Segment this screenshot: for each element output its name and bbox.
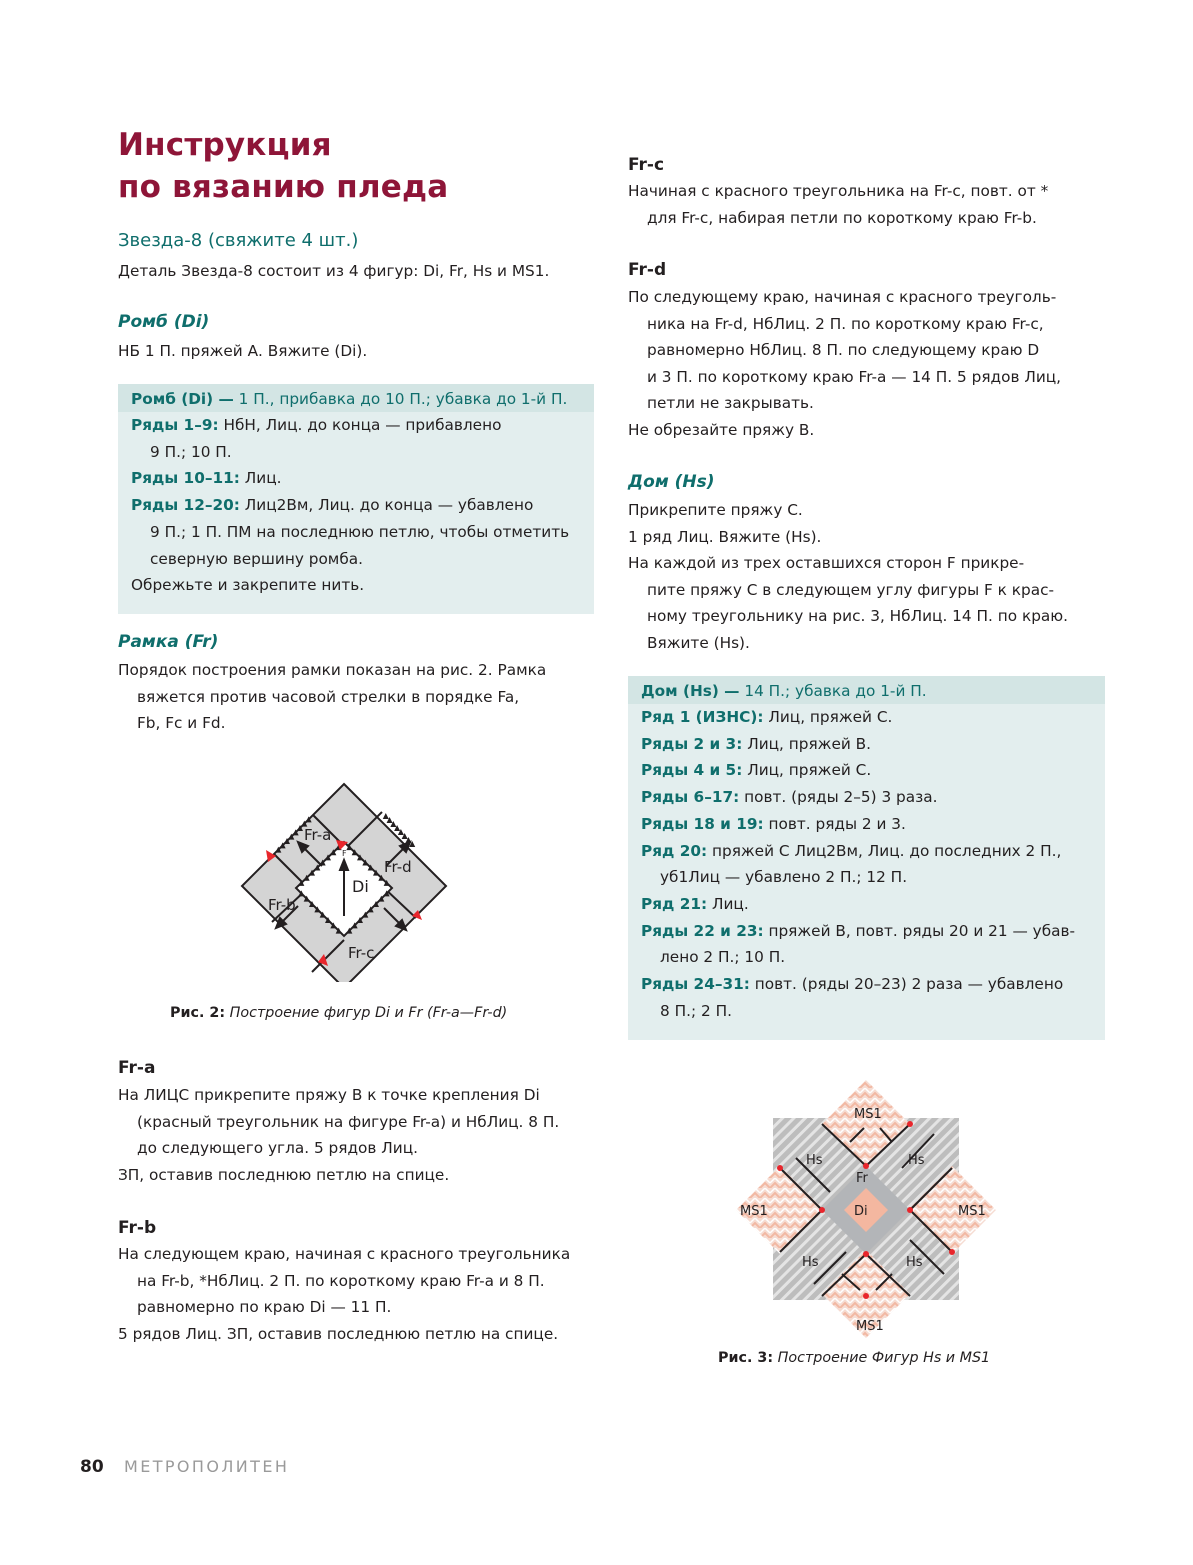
label-fra: Fr-a: [304, 826, 332, 844]
label-di: Di: [854, 1204, 868, 1219]
frame-line: Порядок построения рамки показан на рис. 2. Рамка: [118, 661, 547, 679]
frd-line: ника на Fr-d, НбЛиц. 2 П. по короткому краю Fr-c,: [647, 314, 1044, 333]
caption-text: Построение фигур Di и Fr (Fr-a—Fr-d): [225, 1005, 508, 1021]
fra-line: ЗП, оставив последнюю петлю на спице.: [118, 1165, 450, 1184]
label-hs: Hs: [802, 1255, 819, 1270]
label-ms1-right: MS1: [958, 1204, 986, 1219]
frd-text: [628, 284, 1061, 443]
pattern-row: [641, 704, 1105, 731]
frb-heading: Fr-b: [118, 1218, 157, 1238]
pattern-row: [131, 412, 594, 439]
caption-label: Рис. 3:: [718, 1350, 774, 1366]
row-label: Ряды 6–17:: [641, 788, 740, 807]
pattern-row: [641, 811, 1105, 838]
box-header-bold: Ромб (Di) —: [131, 390, 234, 408]
label-di: Di: [352, 877, 369, 896]
pattern-row: [641, 971, 1105, 998]
row-label: Ряды 22 и 23:: [641, 921, 764, 940]
house-heading: Дом (Hs): [628, 472, 715, 492]
frb-line: 5 рядов Лиц. ЗП, оставив последнюю петлю на спице.: [118, 1324, 559, 1343]
figure-2-diagram: [236, 782, 456, 982]
house-line: На каждой из трех оставшихся сторон F прикре-: [628, 554, 1025, 572]
row-continuation: 9 П.; 1 П. ПМ на последнюю петлю, чтобы отметить: [150, 522, 570, 541]
pattern-row: [131, 465, 594, 492]
frb-line: На следующем краю, начиная с красного треугольника: [118, 1245, 571, 1263]
label-ms1-top: MS1: [854, 1107, 882, 1122]
house-line: Прикрепите пряжу С.: [628, 501, 803, 519]
frame-line: Fb, Fc и Fd.: [137, 714, 226, 732]
frame-line: вяжется против часовой стрелки в порядке Fa,: [137, 687, 520, 706]
label-hs: Hs: [806, 1153, 823, 1168]
box-header-rest: 14 П.; убавка до 1-й П.: [739, 682, 927, 700]
figure-2-caption: [170, 1005, 507, 1021]
frc-heading: Fr-c: [628, 155, 665, 175]
house-line: пите пряжу С в следующем углу фигуры F к крас-: [647, 580, 1055, 599]
row-label: Ряды 10–11:: [131, 469, 240, 488]
label-frc: Fr-c: [348, 944, 375, 962]
frd-line: петли не закрывать.: [647, 394, 814, 412]
star8-text: Деталь Звезда-8 состоит из 4 фигур: Di, Fr, Hs и MS1.: [118, 262, 550, 280]
frame-text: [118, 657, 546, 737]
house-text: [628, 497, 1068, 656]
row-continuation: лено 2 П.; 10 П.: [660, 948, 786, 967]
row-continuation: северную вершину ромба.: [150, 549, 364, 568]
house-line: ному треугольнику на рис. 3, НбЛиц. 14 П. по краю.: [647, 607, 1069, 625]
label-frb: Fr-b: [268, 896, 296, 914]
fra-line: до следующего угла. 5 рядов Лиц.: [137, 1139, 418, 1157]
row-text: повт. (ряды 2–5) 3 раза.: [739, 788, 938, 807]
row-continuation: 8 П.; 2 П.: [660, 1001, 732, 1020]
box-header-bold: Дом (Hs) —: [641, 682, 740, 700]
page-title: [118, 124, 448, 208]
house-line: Вяжите (Hs).: [647, 633, 750, 652]
title-line-1: Инструкция: [118, 127, 332, 163]
pattern-row: [641, 918, 1105, 945]
stitch-marker: [383, 813, 389, 819]
frame-heading: Рамка (Fr): [118, 632, 219, 652]
row-text: Лиц, пряжей С.: [763, 708, 893, 726]
pattern-row: [641, 838, 1105, 865]
row-label: Ряд 1 (ИЗНС):: [641, 708, 764, 726]
house-box-rows: [628, 704, 1105, 1024]
row-text: повт. ряды 2 и 3.: [763, 814, 906, 833]
pattern-row: [641, 757, 1105, 784]
frc-line: Начиная с красного треугольника на Fr-c, повт. от *: [628, 182, 1049, 200]
diamond-text: НБ 1 П. пряжей А. Вяжите (Di).: [118, 342, 368, 360]
frb-text: [118, 1241, 570, 1347]
frd-line: Не обрезайте пряжу В.: [628, 420, 815, 439]
row-continuation: уб1Лиц — убавлено 2 П.; 12 П.: [660, 868, 908, 887]
label-frd: Fr-d: [384, 858, 412, 876]
row-label: Ряды 4 и 5:: [641, 761, 743, 780]
row-label: Ряды 2 и 3:: [641, 734, 743, 753]
frc-line: для Fr-c, набирая петли по короткому краю Fr-b.: [647, 208, 1037, 227]
box-footer-note: Обрежьте и закрепите нить.: [131, 576, 365, 595]
row-text: Лиц, пряжей В.: [742, 734, 872, 753]
diamond-box-header: [118, 384, 594, 412]
figure-3-diagram: [730, 1078, 1000, 1340]
page-number: 80: [80, 1457, 104, 1477]
frd-line: равномерно НбЛиц. 8 П. по следующему краю D: [647, 341, 1040, 359]
row-label: Ряды 1–9:: [131, 416, 219, 434]
row-text: пряжей В, повт. ряды 20 и 21 — убав-: [763, 921, 1076, 940]
pattern-row: [641, 784, 1105, 811]
row-text: НбН, Лиц. до конца — прибавлено: [218, 416, 502, 434]
row-label: Ряды 24–31:: [641, 975, 750, 994]
diamond-heading: Ромб (Di): [118, 312, 210, 332]
pattern-row: [641, 891, 1105, 918]
row-continuation: 9 П.; 10 П.: [150, 442, 232, 461]
frd-heading: Fr-d: [628, 260, 667, 280]
house-box-header: [628, 676, 1105, 704]
label-hs: Hs: [906, 1255, 923, 1270]
frc-text: [628, 178, 1048, 231]
fra-heading: Fr-a: [118, 1058, 156, 1078]
row-label: Ряды 18 и 19:: [641, 814, 764, 833]
title-line-2: по вязанию пледа: [118, 169, 449, 205]
row-text: Лиц2Вм, Лиц. до конца — убавлено: [239, 496, 534, 515]
frd-line: По следующему краю, начиная с красного треуголь-: [628, 288, 1057, 306]
label-ms1-left: MS1: [740, 1204, 768, 1219]
pattern-row: [131, 492, 594, 519]
row-text: повт. (ряды 20–23) 2 раза — убавлено: [749, 975, 1064, 994]
row-text: пряжей С Лиц2Вм, Лиц. до последних 2 П.,: [707, 841, 1062, 860]
fra-line: На ЛИЦС прикрепите пряжу В к точке крепления Di: [118, 1086, 540, 1104]
figure-3-caption: [718, 1350, 990, 1366]
diamond-box-rows: [118, 412, 594, 599]
box-header-rest: 1 П., прибавка до 10 П.; убавка до 1-й П.: [233, 390, 568, 408]
star8-heading: Звезда-8 (свяжите 4 шт.): [118, 230, 359, 251]
pattern-row: [641, 731, 1105, 758]
caption-text: Построение Фигур Hs и MS1: [773, 1350, 991, 1366]
row-text: Лиц.: [239, 469, 282, 488]
label-fr: Fr: [856, 1171, 868, 1186]
frd-line: и 3 П. по короткому краю Fr-a — 14 П. 5 рядов Лиц,: [647, 367, 1062, 386]
row-label: Ряды 12–20:: [131, 496, 240, 515]
label-f: F: [342, 849, 347, 858]
caption-label: Рис. 2:: [170, 1005, 226, 1021]
house-line: 1 ряд Лиц. Вяжите (Hs).: [628, 527, 822, 546]
frb-line: на Fr-b, *НбЛиц. 2 П. по короткому краю Fr-a и 8 П.: [137, 1271, 545, 1290]
row-label: Ряд 21:: [641, 894, 708, 913]
diamond-pattern-box: [118, 384, 594, 614]
fra-text: [118, 1082, 559, 1188]
house-pattern-box: [628, 676, 1105, 1040]
row-label: Ряд 20:: [641, 841, 708, 860]
fra-line: (красный треугольник на фигуре Fr-a) и НбЛиц. 8 П.: [137, 1112, 560, 1131]
row-text: Лиц.: [707, 894, 749, 913]
running-footer-section: МЕТРОПОЛИТЕН: [124, 1457, 290, 1476]
label-hs: Hs: [908, 1153, 925, 1168]
row-text: Лиц, пряжей С.: [742, 761, 872, 780]
frb-line: равномерно по краю Di — 11 П.: [137, 1298, 392, 1316]
label-ms1-bottom: MS1: [856, 1319, 884, 1334]
